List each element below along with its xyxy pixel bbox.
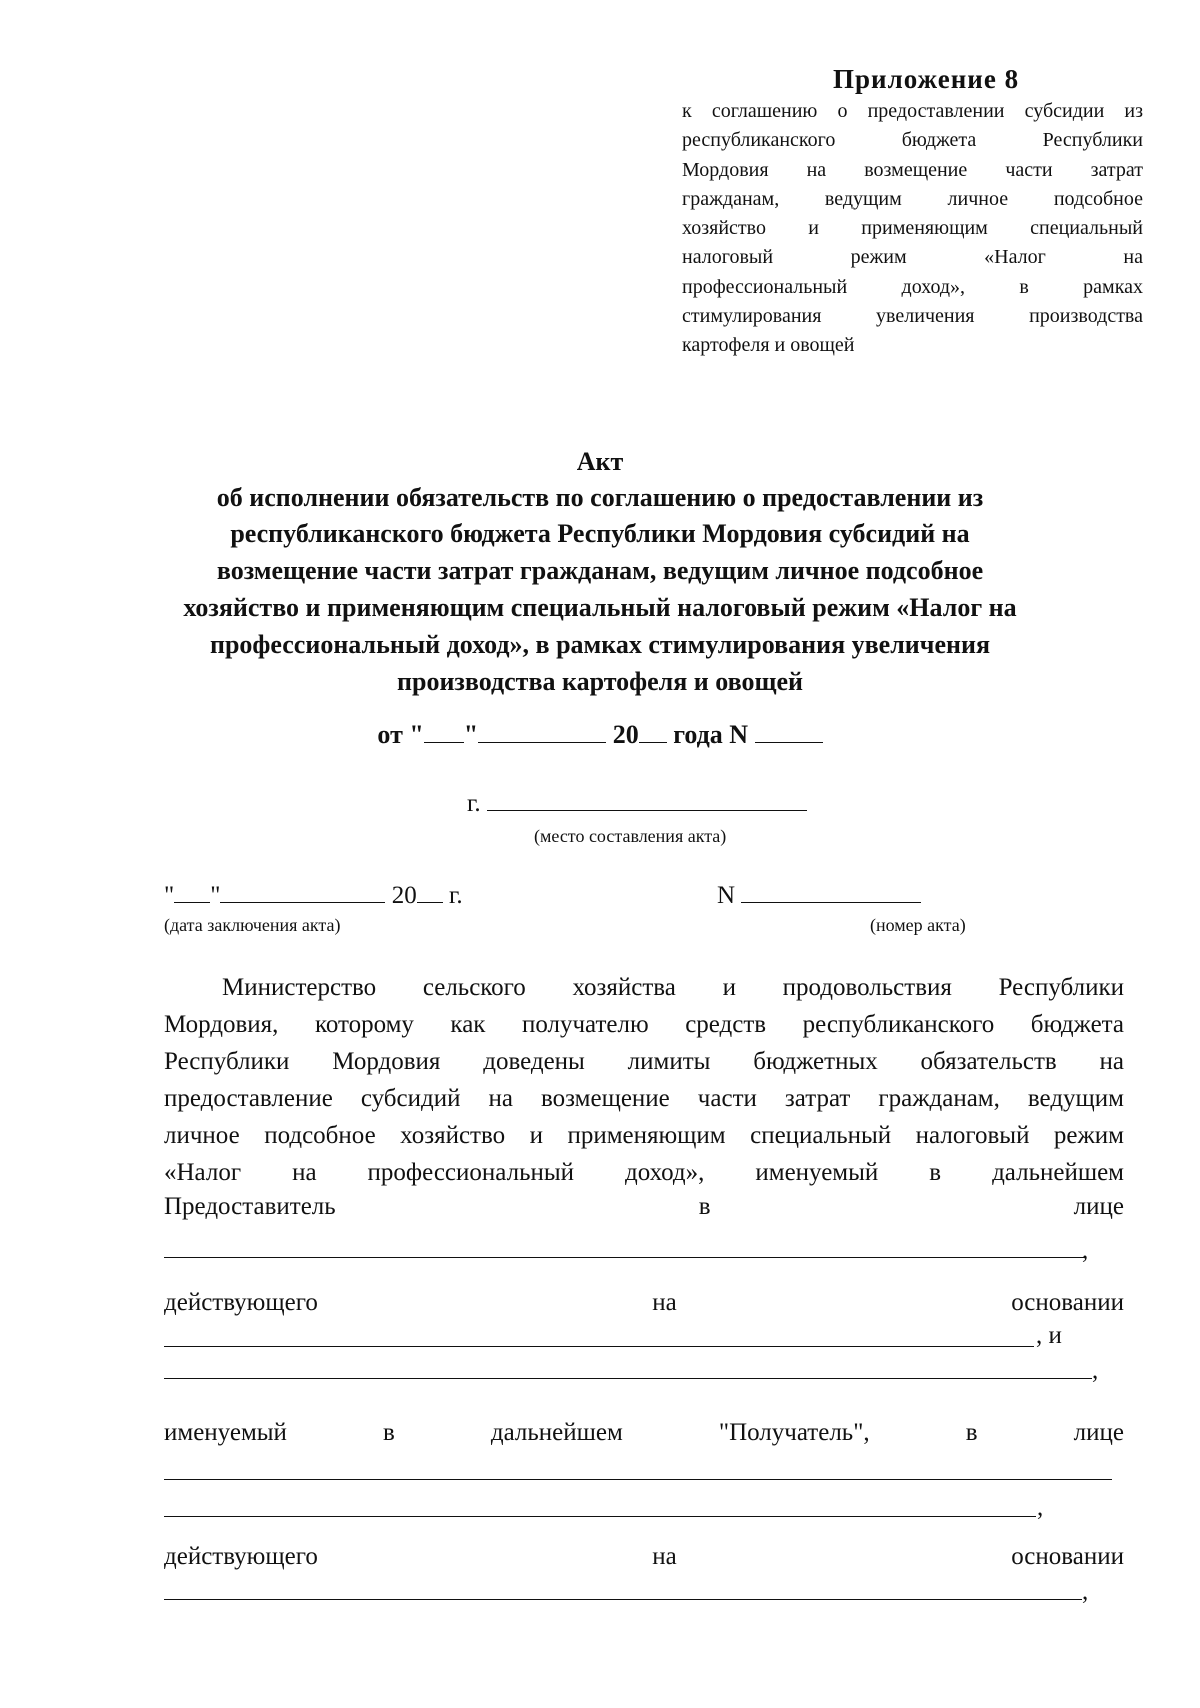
- paragraph-line: «Налог на профессиональный доход», именуемый в дальнейшем: [164, 1159, 1124, 1186]
- named-further: дальнейшем: [490, 1419, 623, 1446]
- appendix-line: стимулирования увеличения производства: [682, 305, 1143, 328]
- year-prefix: 20: [391, 882, 417, 909]
- provider-in: в: [698, 1193, 711, 1220]
- conclusion-date-line: [164, 882, 463, 910]
- recipient-person-blank: [164, 1516, 1036, 1517]
- act-title-line: об исполнении обязательств по соглашению о предоставлении из: [216, 483, 984, 512]
- act-number-blank: [755, 741, 823, 743]
- acting-label: действующего: [164, 1289, 318, 1316]
- comma: ,: [1037, 1494, 1044, 1521]
- year-suffix: г.: [448, 882, 463, 909]
- paragraph-line: личное подсобное хозяйство и применяющим специальный налоговый режим: [164, 1122, 1124, 1149]
- acting-basis: основании: [1011, 1543, 1124, 1570]
- appendix-line: республиканского бюджета Республики: [682, 129, 1143, 152]
- quote-open: ": [164, 882, 175, 909]
- acting-row: [164, 1289, 1124, 1317]
- basis-blank: [164, 1599, 1082, 1600]
- act-heading: Акт: [576, 447, 624, 476]
- place-blank: [487, 809, 807, 811]
- number-caption: (номер акта): [870, 915, 966, 935]
- year-prefix: 20: [612, 720, 639, 749]
- appendix-line: картофеля и овощей: [682, 334, 855, 357]
- named-in: в: [383, 1419, 395, 1446]
- named-recipient: "Получатель",: [718, 1419, 870, 1446]
- provider-row: [164, 1193, 1124, 1221]
- date-caption: (дата заключения акта): [164, 915, 341, 935]
- act-number-line: [717, 882, 921, 910]
- acting-row: [164, 1543, 1124, 1571]
- act-title-line: республиканского бюджета Республики Мордовия субсидий на: [230, 519, 970, 548]
- recipient-blank: [164, 1378, 1092, 1379]
- appendix-text: [682, 97, 1143, 361]
- number-prefix: N: [717, 882, 736, 909]
- named-row: [164, 1419, 1124, 1447]
- acting-label: действующего: [164, 1543, 318, 1570]
- appendix-line: гражданам, ведущим личное подсобное: [682, 187, 1143, 210]
- basis-blank: [164, 1346, 1034, 1347]
- date-from-label: от ": [377, 720, 424, 749]
- acting-basis: основании: [1011, 1289, 1124, 1316]
- named-person: лице: [1073, 1419, 1124, 1446]
- place-line: [467, 790, 807, 818]
- paragraph-line: Мордовия, которому как получателю средств республиканского бюджета: [164, 1011, 1124, 1038]
- recipient-person-blank: [164, 1479, 1112, 1480]
- date-quote: ": [463, 720, 479, 749]
- place-prefix: г.: [467, 790, 481, 817]
- appendix-line: профессиональный доход», в рамках: [682, 275, 1143, 298]
- act-title-line: возмещение части затрат гражданам, ведущим личное подсобное: [216, 556, 984, 585]
- place-caption: (место составления акта): [534, 826, 727, 846]
- act-title-line: профессиональный доход», в рамках стимулирования увеличения: [209, 630, 991, 659]
- appendix-line: Мордовия на возмещение части затрат: [682, 158, 1143, 181]
- quote-close: ": [210, 882, 221, 909]
- month-blank: [478, 741, 606, 743]
- number-blank: [741, 901, 921, 903]
- appendix-line: налоговый режим «Налог на: [682, 246, 1143, 269]
- comma: ,: [1082, 1237, 1089, 1264]
- provider-person: лице: [1073, 1193, 1124, 1220]
- comma: ,: [1092, 1357, 1099, 1384]
- appendix-title: Приложение 8: [833, 64, 1020, 94]
- provider-label: Предоставитель: [164, 1193, 336, 1220]
- main-paragraph: [164, 969, 1124, 1191]
- act-title-line: производства картофеля и овощей: [397, 667, 803, 696]
- paragraph-line: предоставление субсидий на возмещение части затрат гражданам, ведущим: [164, 1085, 1124, 1112]
- acting-on: на: [652, 1289, 677, 1316]
- year-suffix: года N: [673, 720, 749, 749]
- named-label: именуемый: [164, 1419, 287, 1446]
- appendix-line: к соглашению о предоставлении субсидии из: [682, 100, 1143, 122]
- month-blank: [220, 901, 385, 903]
- comma: ,: [1082, 1578, 1089, 1605]
- acting-on: на: [652, 1543, 677, 1570]
- paragraph-line: Республики Мордовия доведены лимиты бюджетных обязательств на: [164, 1048, 1124, 1075]
- act-title-line: хозяйство и применяющим специальный налоговый режим «Налог на: [183, 593, 1017, 622]
- provider-person-blank: [164, 1257, 1084, 1258]
- day-blank: [174, 901, 210, 903]
- year-blank: [417, 901, 443, 903]
- paragraph-line: Министерство сельского хозяйства и продовольствия Республики: [222, 974, 1124, 1001]
- day-blank: [424, 741, 464, 743]
- appendix-line: хозяйство и применяющим специальный: [682, 217, 1143, 240]
- act-date-line: [100, 720, 1100, 750]
- year-blank: [639, 741, 667, 743]
- and-suffix: , и: [1036, 1322, 1062, 1349]
- named-in2: в: [965, 1419, 978, 1446]
